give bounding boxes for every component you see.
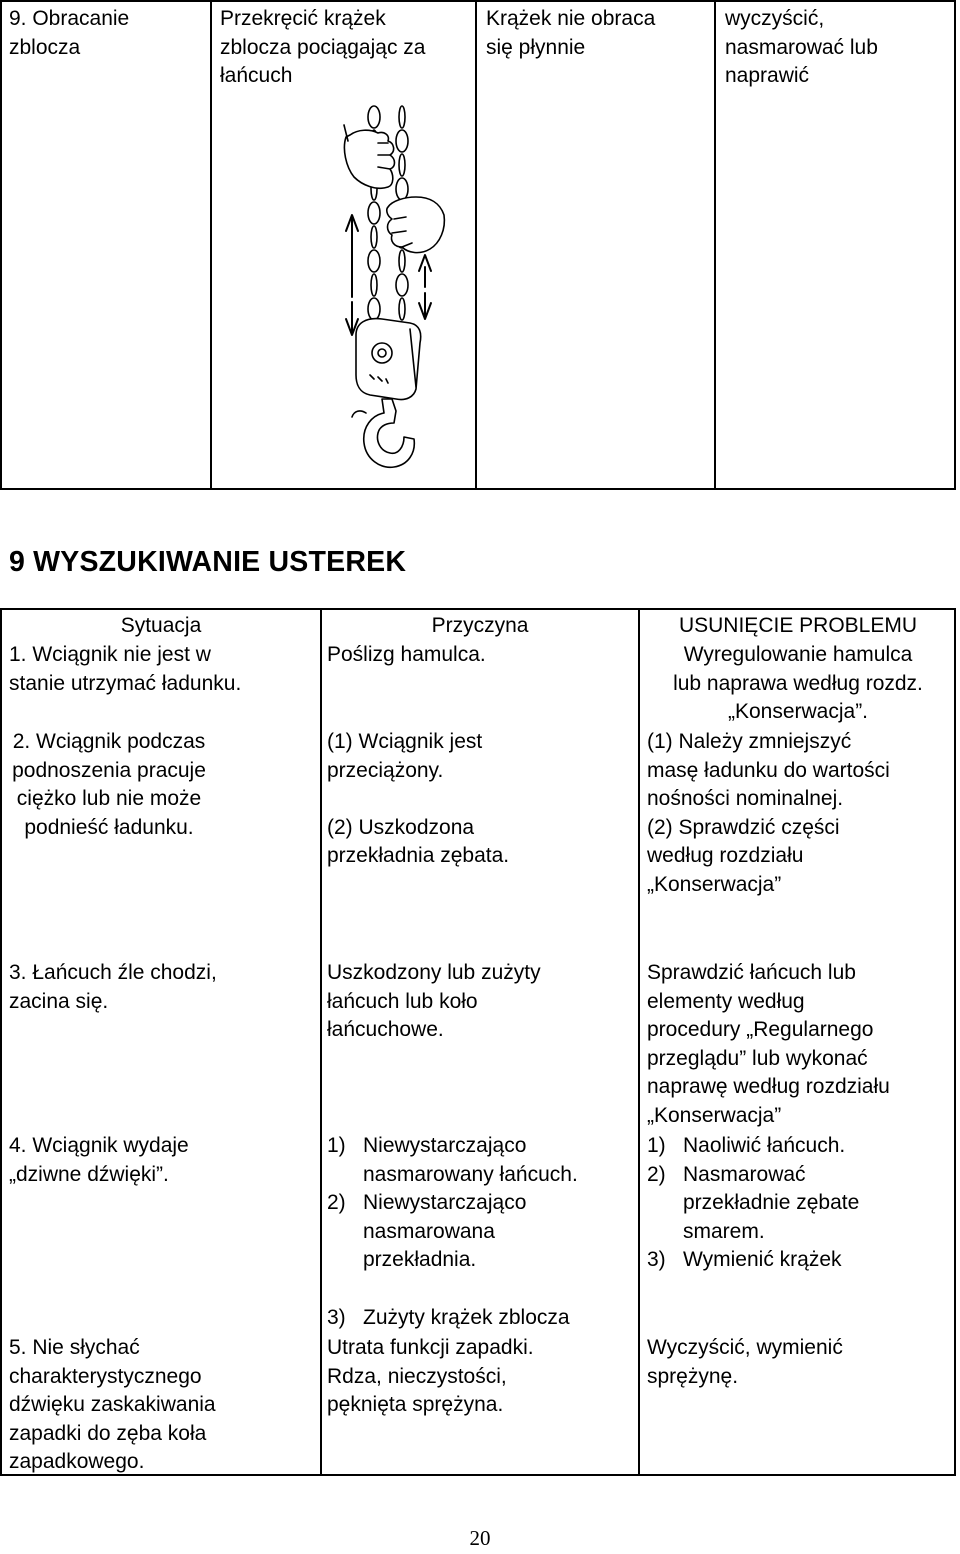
text-line: Krążek nie obraca [486, 7, 656, 30]
text-line: zapadkowego. [9, 1450, 145, 1473]
arrow-up-right-icon [419, 255, 431, 287]
text-line: nasmarowana [363, 1219, 495, 1243]
text-line: Niewystarczająco [363, 1191, 527, 1214]
row5-solution [647, 1334, 843, 1391]
text-line: łańcuch lub koło [327, 989, 478, 1013]
text-line: „dziwne dźwięki”. [9, 1162, 169, 1186]
text-line: łańcuchowe. [327, 1018, 444, 1041]
text-line: Wyczyścić, wymienić [647, 1336, 843, 1359]
text-line: „Konserwacja” [647, 872, 782, 896]
row2-solution [647, 728, 890, 899]
row5-situation [9, 1334, 216, 1477]
row3-situation [9, 959, 217, 1016]
page-number: 20 [469, 1526, 491, 1550]
text-line: 5. Nie słychać [9, 1336, 140, 1359]
text-line: przeciążony. [327, 758, 444, 782]
solution-item [647, 1132, 952, 1161]
hoist-body-icon [356, 319, 421, 400]
text-line: naprawę według rozdziału [647, 1075, 890, 1098]
text-line: lub naprawa według rozdz. [673, 671, 923, 695]
text-line: przekładnia zębata. [327, 844, 510, 867]
cause-item [327, 1304, 632, 1333]
text-line: zblocza pociągając za [220, 35, 426, 59]
text-line: przeglądu” lub wykonać [647, 1046, 868, 1070]
text-line: podnieść ładunku. [24, 815, 194, 839]
header-situation: Sytuacja [120, 614, 202, 637]
item-number: 1) [647, 1134, 666, 1157]
solution-item [647, 1161, 952, 1247]
top-cell-procedure [220, 5, 425, 91]
row4-cause [327, 1132, 632, 1332]
item-number: 3) [327, 1305, 346, 1329]
text-line: masę ładunku do wartości [647, 758, 890, 782]
text-line: ciężko lub nie może [16, 787, 202, 810]
text-line: nasmarowany łańcuch. [363, 1162, 578, 1186]
text-line: Rdza, nieczystości, [327, 1364, 507, 1388]
text-line: 4. Wciągnik wydaje [9, 1134, 189, 1157]
row1-situation [9, 641, 241, 698]
text-line: „Konserwacja”. [727, 700, 869, 723]
item-number: 1) [327, 1134, 346, 1157]
row2-situation [9, 728, 209, 842]
cause-item [327, 1189, 632, 1275]
text-line: smarem. [683, 1219, 765, 1243]
text-line: charakterystycznego [9, 1364, 202, 1388]
text-line: podnoszenia pracuje [12, 758, 206, 782]
text-line: (2) Uszkodzona [327, 815, 475, 839]
row1-cause [327, 641, 486, 670]
text-line: pęknięta sprężyna. [327, 1393, 504, 1416]
item-number: 3) [647, 1248, 666, 1271]
text-line: 9. Obracanie [9, 7, 130, 30]
text-line: (1) Należy zmniejszyć [647, 730, 852, 753]
text-line: Nasmarować [683, 1162, 806, 1186]
solution-item [647, 1246, 952, 1275]
text-line: łańcuch [220, 64, 293, 87]
text-line: przekładnia. [363, 1248, 477, 1271]
text-line: Utrata funkcji zapadki. [327, 1336, 534, 1359]
text-line: 3. Łańcuch źle chodzi, [9, 961, 217, 984]
text-line: naprawić [725, 64, 810, 87]
text-line: Wymienić krążek [683, 1248, 842, 1271]
text-line [327, 785, 509, 814]
section-heading: 9 WYSZUKIWANIE USTEREK [9, 546, 407, 578]
item-number: 2) [327, 1191, 346, 1214]
hand-pulling-chain-hoist-illustration [332, 97, 472, 477]
text-line: (2) Sprawdzić części [647, 815, 840, 839]
hook-icon [364, 399, 415, 467]
text-line: zapadki do zęba koła [9, 1421, 207, 1445]
row3-cause [327, 959, 541, 1045]
text-line: Niewystarczająco [363, 1134, 527, 1157]
row1-solution [640, 641, 956, 727]
column-divider [320, 610, 322, 1474]
cause-item [327, 1132, 632, 1189]
row4-solution [647, 1132, 952, 1275]
row4-situation [9, 1132, 189, 1189]
text-line: wyczyścić, [725, 7, 825, 30]
top-cell-operation [9, 5, 129, 62]
column-divider [475, 2, 477, 488]
top-table [0, 0, 956, 490]
text-line: stanie utrzymać ładunku. [9, 671, 242, 695]
row3-solution [647, 959, 890, 1130]
text-line: elementy według [647, 989, 805, 1013]
text-line: Naoliwić łańcuch. [683, 1134, 846, 1157]
text-line: Wyregulowanie hamulca [683, 643, 913, 666]
upper-hand-icon [344, 130, 394, 188]
text-line: Sprawdzić łańcuch lub [647, 961, 856, 984]
text-line: się płynnie [486, 35, 586, 59]
text-line: Przekręcić krążek [220, 7, 386, 30]
text-line: zblocza [9, 35, 81, 59]
text-line: procedury „Regularnego [647, 1018, 874, 1041]
arrow-up-icon [346, 215, 358, 297]
top-cell-criterion [486, 5, 655, 62]
text-line: 2. Wciągnik podczas [12, 730, 206, 753]
lower-hand-icon [387, 197, 445, 253]
item-number: 2) [647, 1162, 666, 1186]
text-line: Poślizg hamulca. [327, 643, 486, 666]
text-line: (1) Wciągnik jest [327, 730, 483, 753]
column-divider [714, 2, 716, 488]
column-divider [638, 610, 640, 1474]
troubleshooting-table [0, 608, 956, 1476]
text-line: nasmarować lub [725, 35, 878, 59]
arrow-down-right-icon [419, 293, 431, 319]
text-line: dźwięku zaskakiwania [9, 1393, 216, 1416]
text-line: Uszkodzony lub zużyty [327, 961, 541, 984]
top-cell-action [725, 5, 878, 91]
text-line: zacina się. [9, 989, 109, 1013]
row5-cause [327, 1334, 534, 1420]
text-line: 1. Wciągnik nie jest w [9, 643, 211, 666]
text-line: „Konserwacja” [647, 1103, 782, 1127]
row2-cause [327, 728, 509, 871]
text-line: sprężynę. [647, 1364, 739, 1388]
header-cause: Przyczyna [431, 614, 529, 637]
text-line: nośności nominalnej. [647, 787, 844, 810]
header-solution: USUNIĘCIE PROBLEMU [678, 614, 918, 637]
text-line: przekładnie zębate [683, 1191, 860, 1214]
text-line: Zużyty krążek zblocza [363, 1305, 570, 1329]
text-line: według rozdziału [647, 844, 804, 867]
column-divider [210, 2, 212, 488]
